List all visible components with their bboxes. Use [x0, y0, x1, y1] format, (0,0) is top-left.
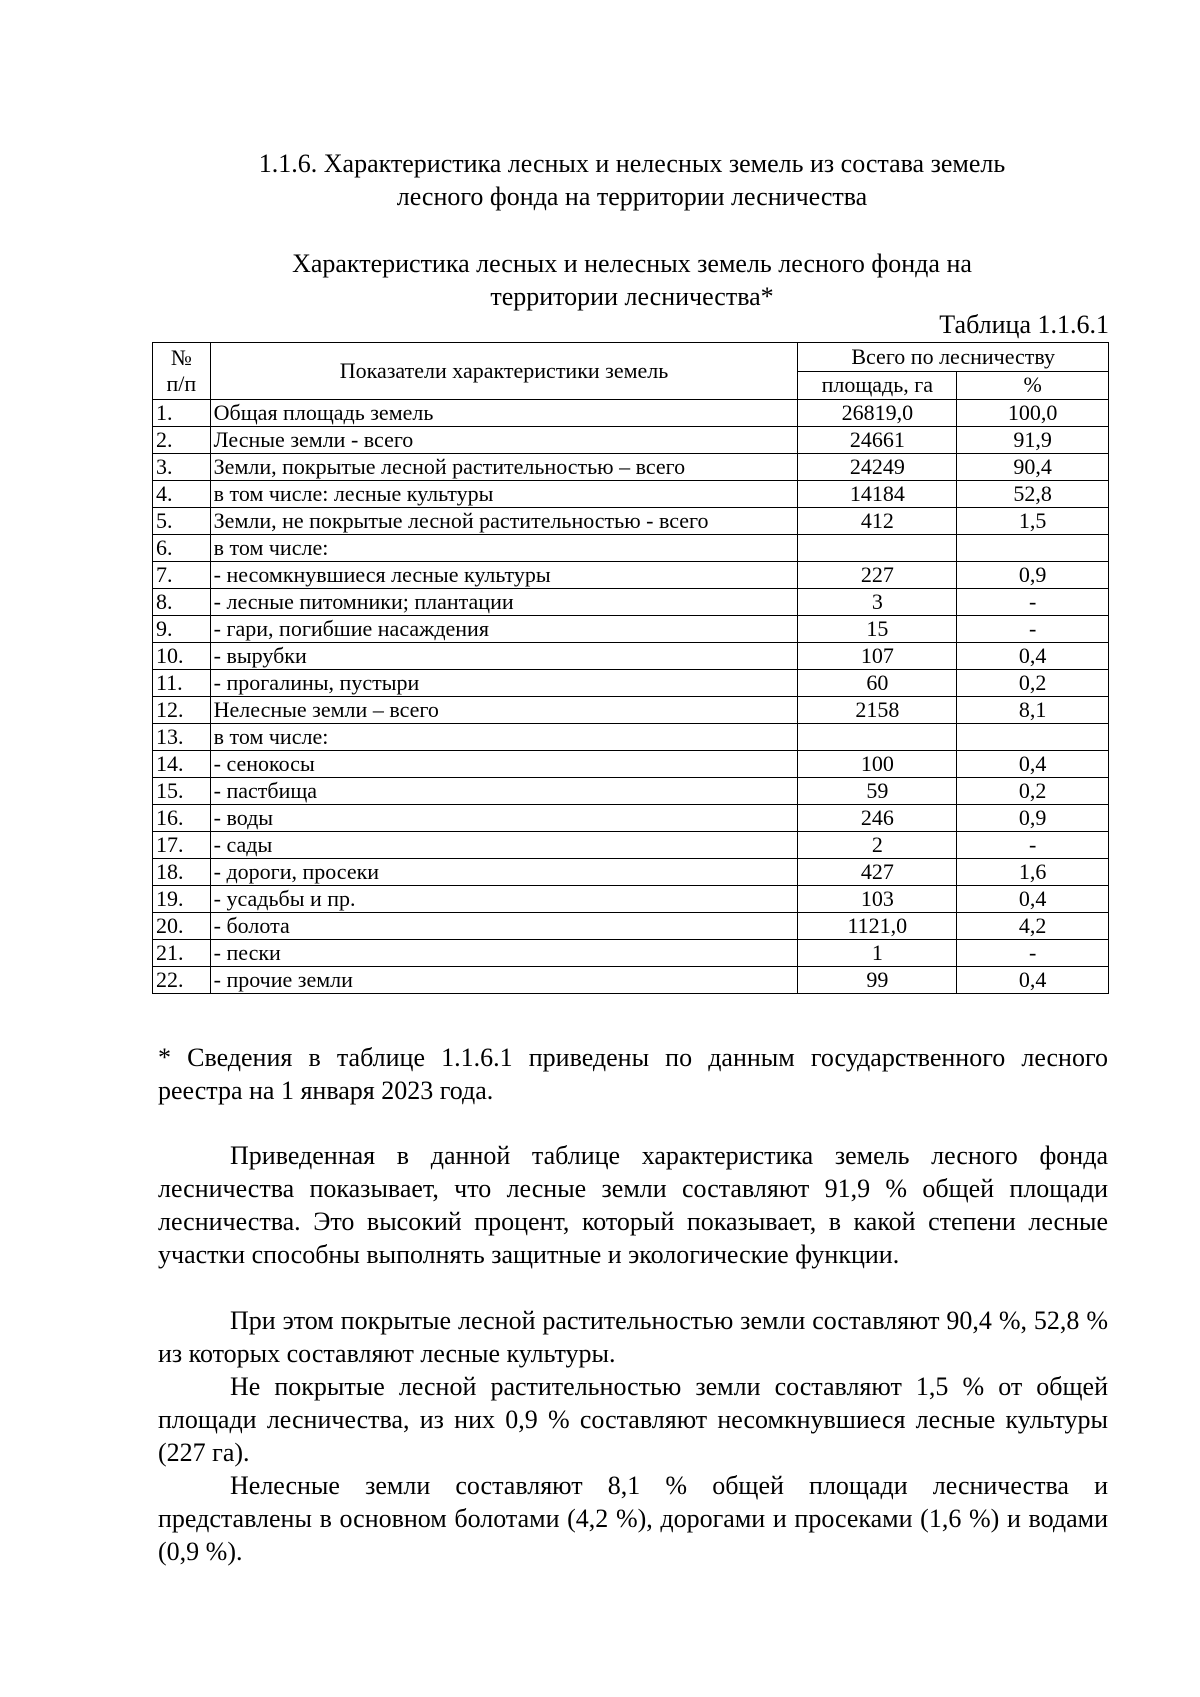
- header-number-sign: №: [170, 345, 192, 370]
- table-row: [153, 454, 1109, 481]
- area-cell: 1: [798, 940, 957, 967]
- paragraph-4: Нелесные земли составляют 8,1 % общей площади лесничества и представлены в основном болотами (4,2 %), дорогами и просеками (1,6 %) и водами (0,9 %).: [158, 1471, 1108, 1566]
- indicator-cell: в том числе:: [210, 724, 798, 751]
- table-caption: [155, 247, 1109, 313]
- table-row: [153, 724, 1109, 751]
- indicator-cell: - усадьбы и пр.: [210, 886, 798, 913]
- table-row: [153, 832, 1109, 859]
- area-cell: 227: [798, 562, 957, 589]
- indicator-cell: - дороги, просеки: [210, 859, 798, 886]
- table-row: [153, 400, 1109, 427]
- row-number-cell: 6.: [153, 535, 211, 562]
- row-number-cell: 7.: [153, 562, 211, 589]
- percent-cell: 0,2: [957, 670, 1109, 697]
- row-number-cell: 19.: [153, 886, 211, 913]
- row-number-cell: 17.: [153, 832, 211, 859]
- percent-cell: -: [957, 940, 1109, 967]
- percent-cell: [957, 724, 1109, 751]
- percent-cell: -: [957, 832, 1109, 859]
- indicator-cell: - сады: [210, 832, 798, 859]
- indicator-cell: - вырубки: [210, 643, 798, 670]
- row-number-cell: 3.: [153, 454, 211, 481]
- percent-cell: 4,2: [957, 913, 1109, 940]
- table-row: [153, 535, 1109, 562]
- table-caption-line-2: территории лесничества*: [490, 282, 774, 311]
- section-title-line-1: 1.1.6. Характеристика лесных и нелесных земель из состава земель: [258, 149, 1006, 178]
- indicator-cell: Лесные земли - всего: [210, 427, 798, 454]
- indicator-cell: - прочие земли: [210, 967, 798, 994]
- indicator-cell: в том числе:: [210, 535, 798, 562]
- header-row-number: [153, 343, 211, 400]
- header-total-group: Всего по лесничеству: [798, 343, 1109, 372]
- table-row: [153, 967, 1109, 994]
- area-cell: 103: [798, 886, 957, 913]
- percent-cell: 1,6: [957, 859, 1109, 886]
- paragraph-2: При этом покрытые лесной растительностью земли составляют 90,4 %, 52,8 % из которых составляют лесные культуры.: [158, 1306, 1108, 1368]
- header-number-abbr: п/п: [166, 371, 197, 396]
- row-number-cell: 22.: [153, 967, 211, 994]
- percent-cell: 52,8: [957, 481, 1109, 508]
- area-cell: 1121,0: [798, 913, 957, 940]
- row-number-cell: 5.: [153, 508, 211, 535]
- land-characteristics-table: [152, 342, 1109, 994]
- header-percent: %: [957, 371, 1109, 400]
- percent-cell: 8,1: [957, 697, 1109, 724]
- table-row: [153, 481, 1109, 508]
- table-row: [153, 427, 1109, 454]
- table-header: [153, 343, 1109, 400]
- row-number-cell: 15.: [153, 778, 211, 805]
- row-number-cell: 12.: [153, 697, 211, 724]
- table-number-label: Таблица 1.1.6.1: [939, 310, 1109, 339]
- row-number-cell: 8.: [153, 589, 211, 616]
- area-cell: [798, 535, 957, 562]
- row-number-cell: 21.: [153, 940, 211, 967]
- percent-cell: 0,2: [957, 778, 1109, 805]
- percent-cell: -: [957, 589, 1109, 616]
- percent-cell: 0,9: [957, 562, 1109, 589]
- percent-cell: 0,4: [957, 751, 1109, 778]
- percent-cell: 0,4: [957, 643, 1109, 670]
- indicator-cell: Общая площадь земель: [210, 400, 798, 427]
- indicator-cell: Земли, покрытые лесной растительностью – всего: [210, 454, 798, 481]
- table-row: [153, 940, 1109, 967]
- table-row: [153, 562, 1109, 589]
- percent-cell: [957, 535, 1109, 562]
- row-number-cell: 9.: [153, 616, 211, 643]
- row-number-cell: 2.: [153, 427, 211, 454]
- area-cell: 59: [798, 778, 957, 805]
- area-cell: 107: [798, 643, 957, 670]
- table-caption-line-1: Характеристика лесных и нелесных земель лесного фонда на: [292, 249, 972, 278]
- area-cell: 14184: [798, 481, 957, 508]
- percent-cell: 90,4: [957, 454, 1109, 481]
- table-row: [153, 886, 1109, 913]
- area-cell: 100: [798, 751, 957, 778]
- table-row: [153, 859, 1109, 886]
- row-number-cell: 16.: [153, 805, 211, 832]
- indicator-cell: - сенокосы: [210, 751, 798, 778]
- row-number-cell: 13.: [153, 724, 211, 751]
- indicator-cell: - прогалины, пустыри: [210, 670, 798, 697]
- table-row: [153, 508, 1109, 535]
- table-row: [153, 778, 1109, 805]
- indicator-cell: - несомкнувшиеся лесные культуры: [210, 562, 798, 589]
- area-cell: 24661: [798, 427, 957, 454]
- table-row: [153, 670, 1109, 697]
- row-number-cell: 11.: [153, 670, 211, 697]
- section-title-line-2: лесного фонда на территории лесничества: [396, 182, 868, 211]
- table-row: [153, 751, 1109, 778]
- percent-cell: 91,9: [957, 427, 1109, 454]
- table-row: [153, 805, 1109, 832]
- area-cell: 15: [798, 616, 957, 643]
- paragraph-1: Приведенная в данной таблице характеристика земель лесного фонда лесничества показывает, что лесные земли составляют 91,9 % общей площади лесничества. Это высокий процент, который показывает, в какой степени лесные участки способны выполнять защитные и экологические функции.: [158, 1141, 1108, 1269]
- paragraph-3: Не покрытые лесной растительностью земли составляют 1,5 % от общей площади лесничества, из них 0,9 % составляют несомкнувшиеся лесные культуры (227 га).: [158, 1372, 1108, 1467]
- area-cell: 3: [798, 589, 957, 616]
- table-row: [153, 616, 1109, 643]
- row-number-cell: 1.: [153, 400, 211, 427]
- area-cell: 246: [798, 805, 957, 832]
- area-cell: 412: [798, 508, 957, 535]
- area-cell: [798, 724, 957, 751]
- percent-cell: 100,0: [957, 400, 1109, 427]
- percent-cell: 0,4: [957, 967, 1109, 994]
- row-number-cell: 4.: [153, 481, 211, 508]
- indicator-cell: Нелесные земли – всего: [210, 697, 798, 724]
- table-footnote: * Сведения в таблице 1.1.6.1 приведены по данным государственного лесного реестра на 1 января 2023 года.: [158, 1043, 1108, 1105]
- indicator-cell: в том числе: лесные культуры: [210, 481, 798, 508]
- area-cell: 99: [798, 967, 957, 994]
- table-row: [153, 589, 1109, 616]
- indicator-cell: - воды: [210, 805, 798, 832]
- row-number-cell: 14.: [153, 751, 211, 778]
- indicator-cell: - болота: [210, 913, 798, 940]
- row-number-cell: 18.: [153, 859, 211, 886]
- area-cell: 427: [798, 859, 957, 886]
- table-row: [153, 697, 1109, 724]
- section-title: [155, 147, 1109, 213]
- percent-cell: 0,9: [957, 805, 1109, 832]
- row-number-cell: 20.: [153, 913, 211, 940]
- table-body: [153, 400, 1109, 994]
- percent-cell: -: [957, 616, 1109, 643]
- area-cell: 26819,0: [798, 400, 957, 427]
- area-cell: 60: [798, 670, 957, 697]
- percent-cell: 1,5: [957, 508, 1109, 535]
- table-row: [153, 643, 1109, 670]
- row-number-cell: 10.: [153, 643, 211, 670]
- indicator-cell: - лесные питомники; плантации: [210, 589, 798, 616]
- indicator-cell: - пастбища: [210, 778, 798, 805]
- indicator-cell: - пески: [210, 940, 798, 967]
- table-row: [153, 913, 1109, 940]
- header-area: площадь, га: [798, 371, 957, 400]
- indicator-cell: - гари, погибшие насаждения: [210, 616, 798, 643]
- indicator-cell: Земли, не покрытые лесной растительностью - всего: [210, 508, 798, 535]
- header-indicator: Показатели характеристики земель: [210, 343, 798, 400]
- area-cell: 2158: [798, 697, 957, 724]
- area-cell: 2: [798, 832, 957, 859]
- percent-cell: 0,4: [957, 886, 1109, 913]
- area-cell: 24249: [798, 454, 957, 481]
